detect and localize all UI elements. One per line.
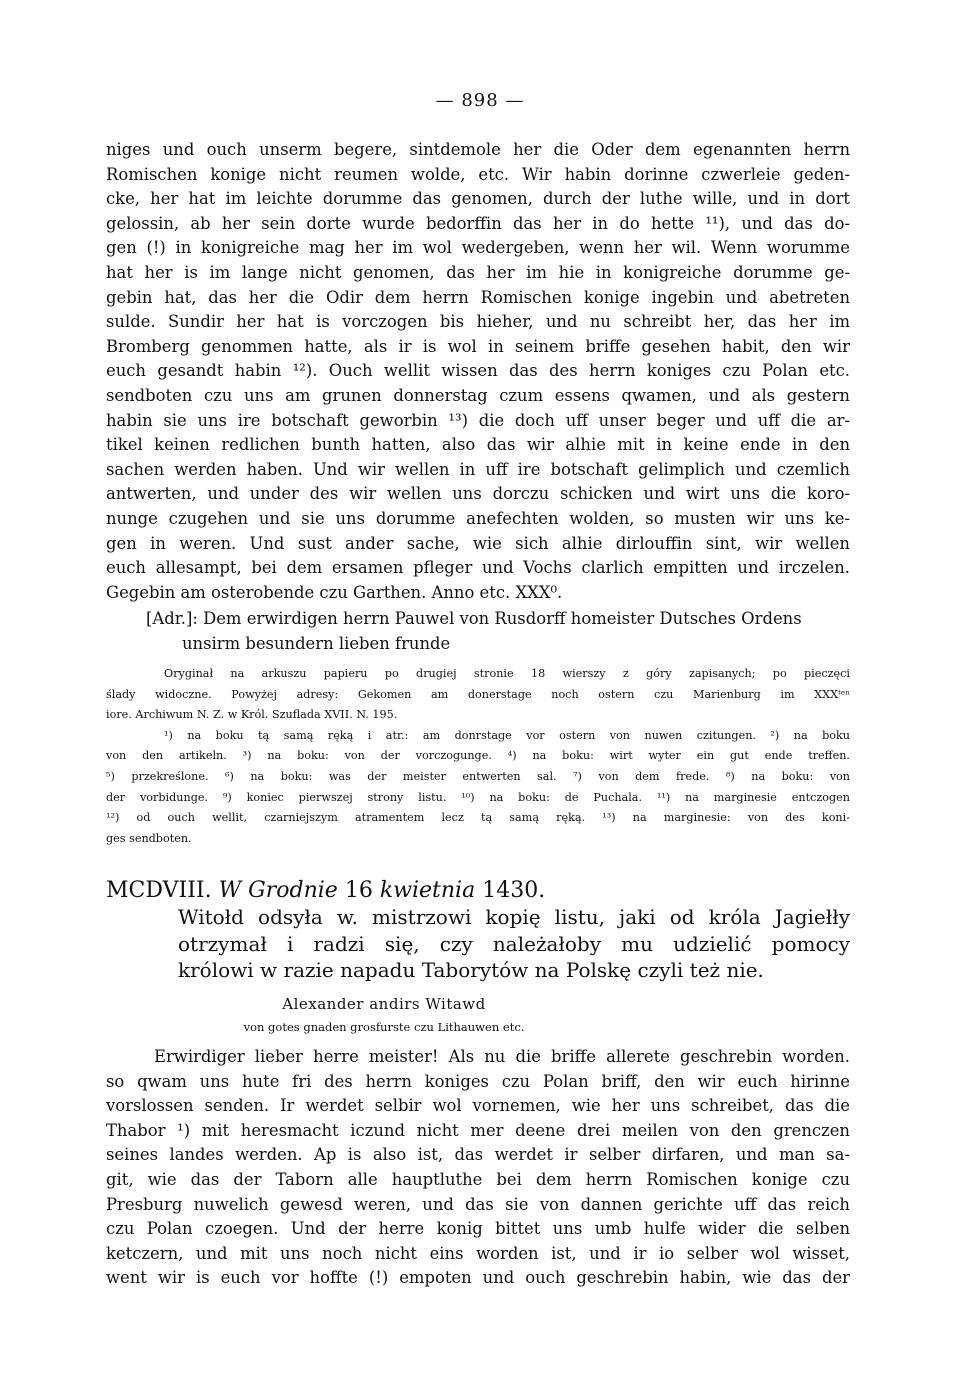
document-day: 16 xyxy=(344,878,373,903)
document-year: 1430. xyxy=(482,878,546,903)
text-line: gen (!) in konigreiche mag her im wol wedergeben, wenn her wil. Wenn worumme xyxy=(106,238,850,258)
text-line: Romischen konige nicht reumen wolde, etc. Wir habin dorinne czwerleie geden- xyxy=(106,164,850,184)
text-line: gebin hat, das her die Odir dem herrn Romischen konige ingebin und abetreten xyxy=(106,287,850,307)
text-line: gelossin, ab her sein dorte wurde bedorffin das her in do hette ¹¹), und das do- xyxy=(106,213,850,233)
text-line: Presburg nuwelich gewesd weren, und das sie von dannen gerichte uff das reich xyxy=(106,1194,850,1214)
text-line: hat her is im lange nicht genomen, das her im hie in konigreiche dorumme ge- xyxy=(106,262,850,282)
text-line: Thabor ¹) mit heresmacht iczund nicht mer deene drei meilen von den grenczen xyxy=(106,1120,850,1140)
footnote-line: ¹) na boku tą samą ręką i atr.: am donrstage vor ostern von nuwen czitungen. ²) na boku xyxy=(164,728,850,742)
footnote-line: der vorbidunge. ⁹) koniec pierwszej strony listu. ¹⁰) na boku: de Puchala. ¹¹) na marginesie entczogen xyxy=(106,790,850,804)
text-line: Erwirdiger lieber herre meister! Als nu die briffe allerete geschrebin worden. xyxy=(154,1047,850,1066)
text-line: gen in weren. Und sust ander sache, wie sich alhie dirlouffin sint, wir wellen xyxy=(106,533,850,553)
footnote-line: iore. Archiwum N. Z. w Król. Szuflada XVII. N. 195. xyxy=(106,708,398,722)
text-line: git, wie das der Taborn alle hauptluthe bei dem herrn Romischen konige czu xyxy=(106,1169,850,1189)
footnote-line: Oryginał na arkuszu papieru po drugiej stronie 18 wierszy z góry zapisanych; po pieczęci xyxy=(164,667,850,680)
text-line: sendboten czu uns am grunen donnerstag czum essens qwamen, und als gestern xyxy=(106,385,850,405)
footnote-line: ges sendboten. xyxy=(106,831,192,845)
text-line: antwerten, und under des wir wellen uns dorczu schicken und wirt uns die koro- xyxy=(106,484,850,504)
text-line: Gegebin am osterobende czu Garthen. Anno etc. XXX⁰. xyxy=(106,582,563,602)
text-line: seines landes werden. Ap is also ist, das werdet ir selber dirfaren, und man sa- xyxy=(106,1145,850,1165)
letter-body xyxy=(106,1045,850,1291)
text-line: tikel keinen redlichen bunth hatten, also das wir alhie mit in keine ende in den xyxy=(106,435,850,455)
address-line: unsirm besundern lieben frunde xyxy=(182,633,451,653)
sender-name: Alexander andirs Witawd xyxy=(282,995,486,1013)
document-place: W Grodnie xyxy=(218,878,338,903)
text-line: vorslossen senden. Ir werdet selbir wol vornemen, wie her uns schreibet, das die xyxy=(106,1096,850,1116)
footnote-line: ślady widoczne. Powyżej adresy: Gekomen am donerstage noch ostern czu Marienburg im XXXᵗᵉⁿ xyxy=(106,687,850,701)
summary-line: Witołd odsyła w. mistrzowi kopię listu, jaki od króla Jagiełły xyxy=(178,905,850,929)
document-month: kwietnia xyxy=(379,878,476,903)
footnote-line: ¹²) od ouch wellit, czarniejszym atramentem lecz tą samą ręką. ¹³) na marginesie: von des koni- xyxy=(106,811,850,825)
text-line: went wir is euch vor hoffte (!) empoten und ouch geschrebin habin, wie das der xyxy=(106,1268,850,1288)
text-line: sachen werden haben. Und wir wellen in uff ire botschaft gelimplich und czemlich xyxy=(106,459,850,479)
address-line: [Adr.]: Dem erwirdigen herrn Pauwel von Rusdorff homeister Dutsches Ordens xyxy=(146,609,802,628)
footnote-line: ⁵) przekreślone. ⁶) na boku: was der meister entwerten sal. ⁷) von dem frede. ⁸) na boku: von xyxy=(106,769,850,783)
text-line: habin sie uns ire botschaft geworbin ¹³) die doch uff unser beger und uff die ar- xyxy=(106,410,850,430)
address-block xyxy=(146,607,850,656)
document-heading xyxy=(106,878,850,904)
summary-line: otrzymał i radzi się, czy należałoby mu udzielić pomocy xyxy=(178,931,850,956)
footnotes xyxy=(106,664,850,849)
text-line: so qwam uns hute fri des herrn koniges czu Polan briff, den wir euch hirinne xyxy=(106,1071,850,1091)
summary-line: królowi w razie napadu Taborytów na Polskę czyli też nie. xyxy=(178,958,764,982)
document-number: MCDVIII. xyxy=(106,878,212,903)
sender-title: von gotes gnaden grosfurste czu Lithauwen etc. xyxy=(243,1020,525,1034)
page-number: — 898 — xyxy=(435,90,525,111)
text-line: Bromberg genommen hatte, als ir is wol in seinem briffe gesehen habit, den wir xyxy=(106,336,850,356)
text-line: sulde. Sundir her hat is vorczogen bis hieher, und nu schreibt her, das her im xyxy=(106,312,850,332)
text-line: ketczern, und mit uns noch nicht eins worden ist, und ir io selber wol wisset, xyxy=(106,1243,850,1263)
letter-body-continued xyxy=(106,138,850,605)
footnote-line: von den artikeln. ³) na boku: von der vorczogunge. ⁴) na boku: wirt wyter ein gut ende treffen. xyxy=(106,749,850,763)
text-line: cke, her hat im leichte dorumme das genomen, durch der luthe wille, und in dort xyxy=(106,189,850,209)
text-line: nunge czugehen und sie uns dorumme anefechten wolden, so musten wir uns ke- xyxy=(106,508,850,528)
document-summary xyxy=(178,904,850,984)
text-line: niges und ouch unserm begere, sintdemole her die Oder dem egenannten herrn xyxy=(106,140,850,159)
text-line: euch gesandt habin ¹²). Ouch wellit wissen das des herrn koniges czu Polan etc. xyxy=(106,361,850,381)
text-line: euch allesampt, bei dem ersamen pfleger und Vochs clarlich empitten und irczelen. xyxy=(106,558,850,578)
text-line: czu Polan czoegen. Und der herre konig bittet uns umb hulfe wider die selben xyxy=(106,1219,850,1239)
